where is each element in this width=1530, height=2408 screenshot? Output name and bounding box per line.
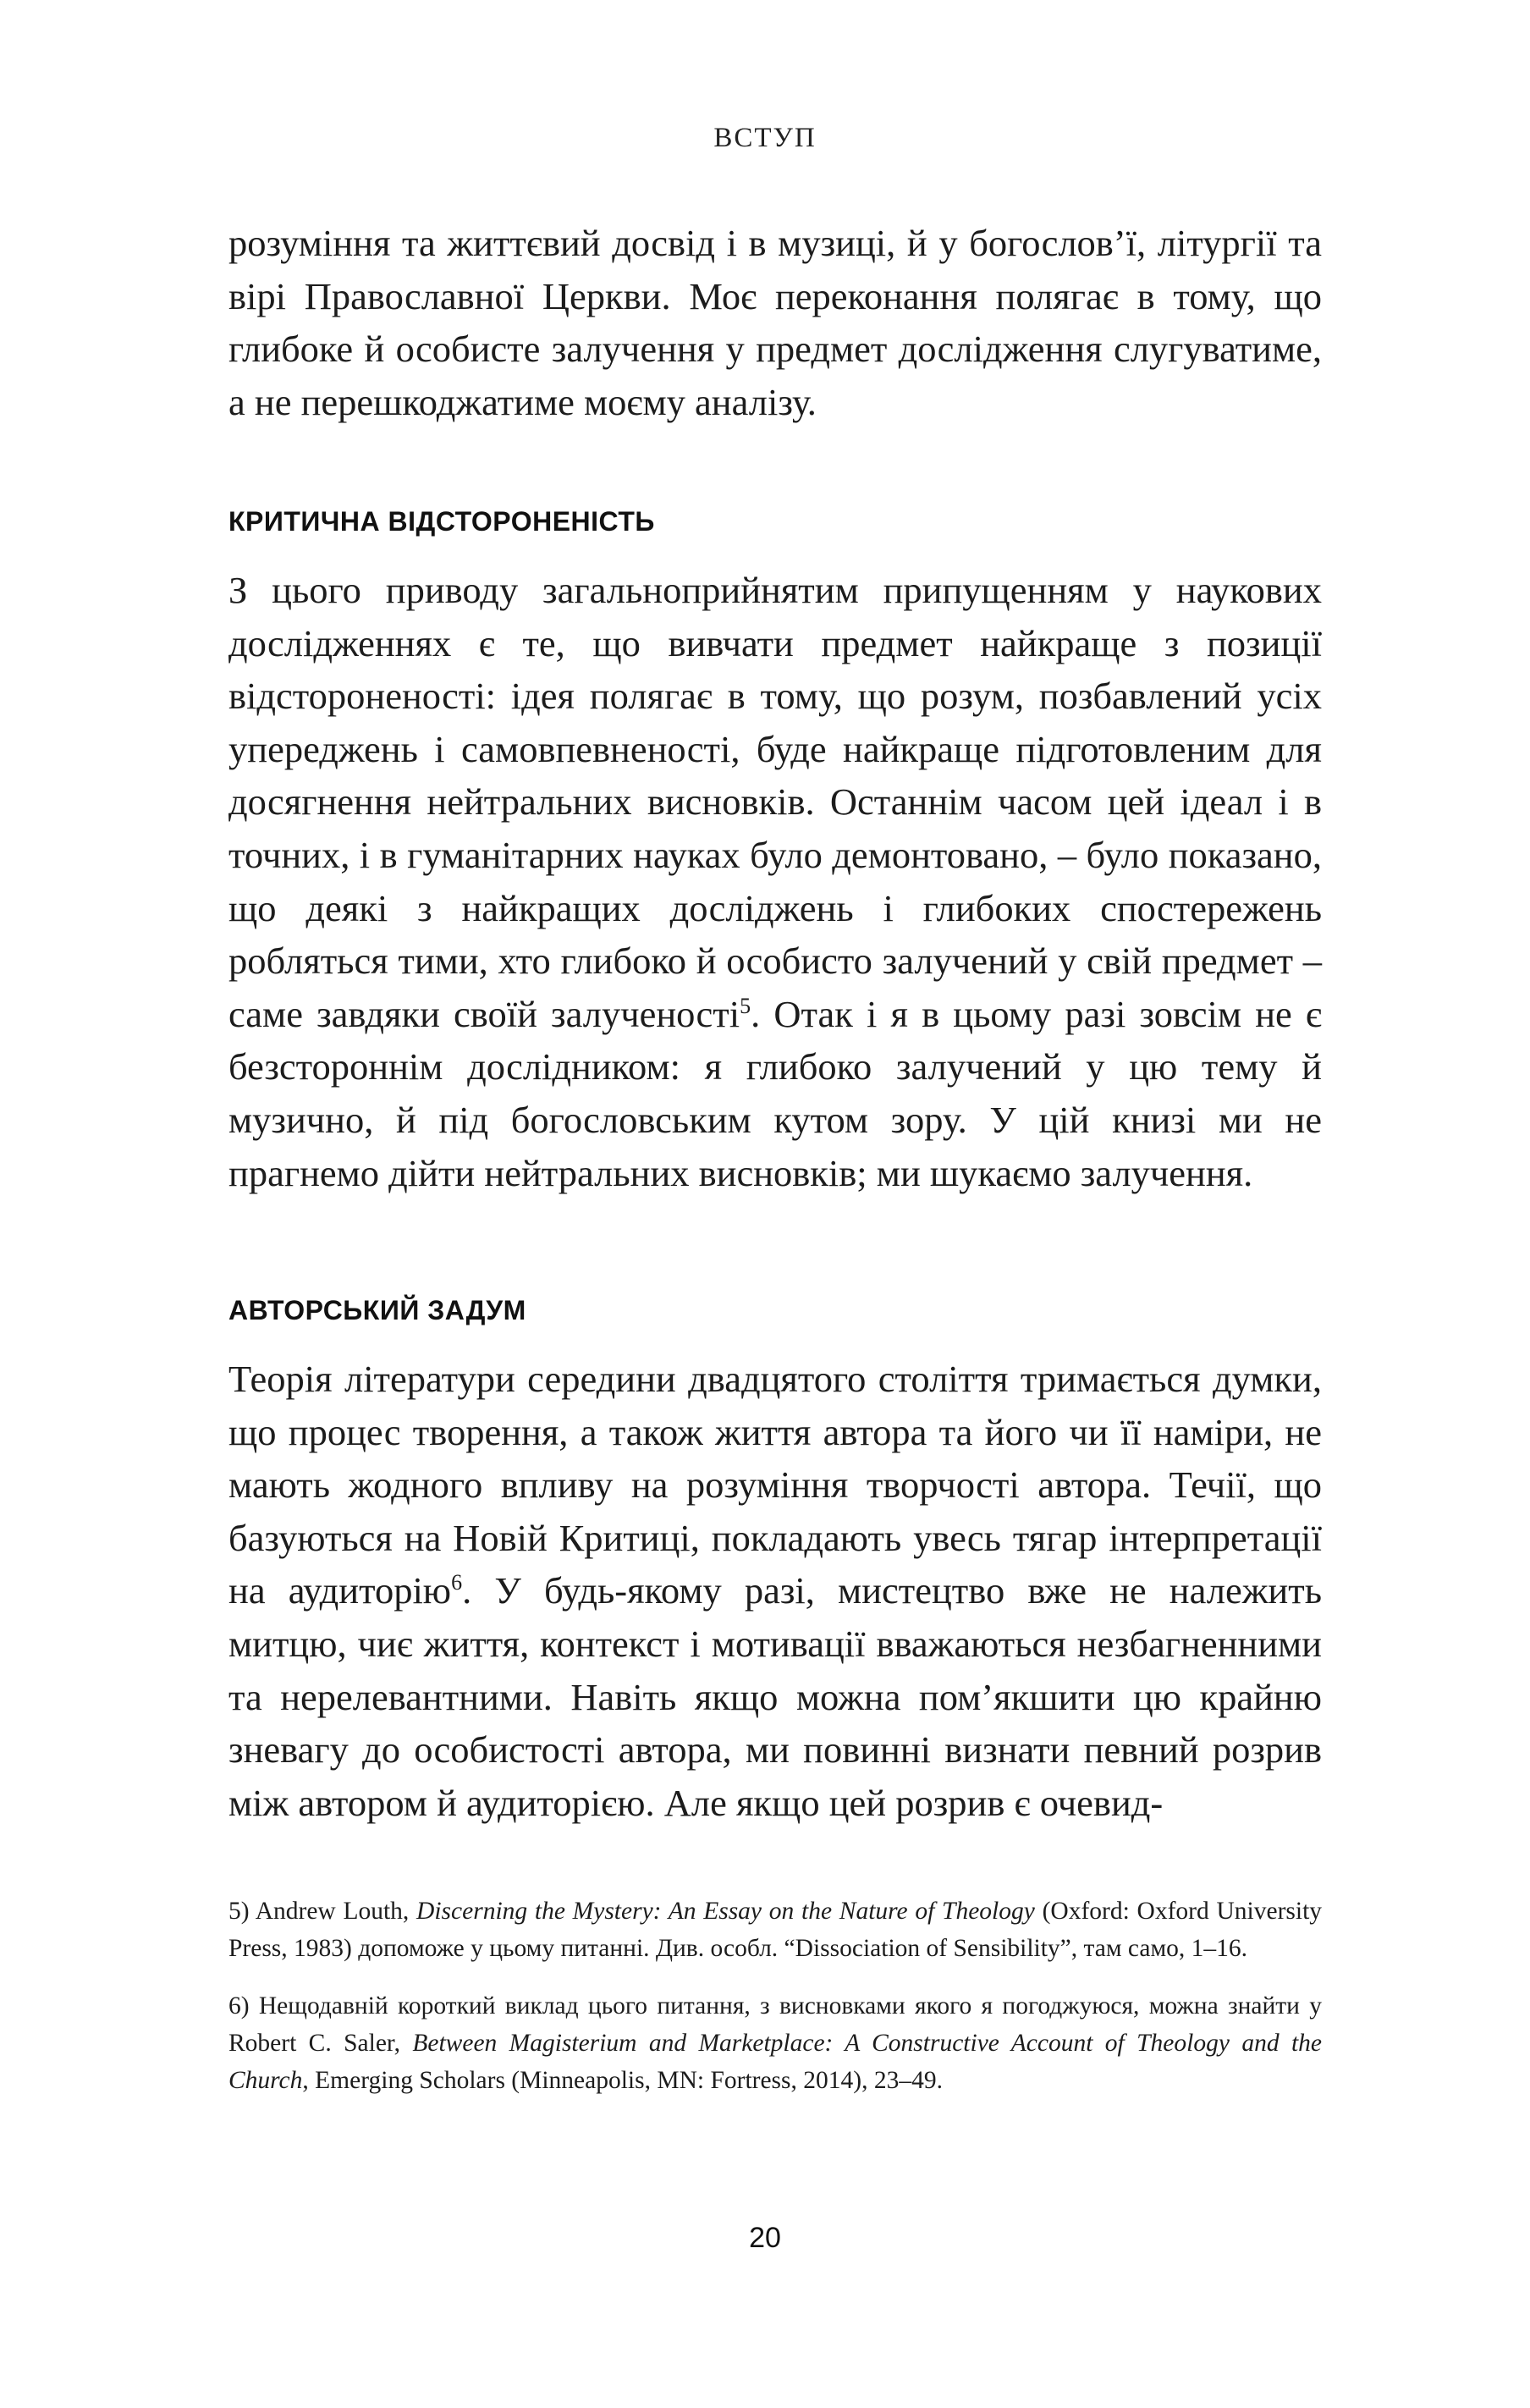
footnote-book-title: Discerning the Mystery: An Essay on the Nature of Theology — [416, 1898, 1035, 1925]
body-paragraph-intro — [228, 217, 1322, 428]
footnote-text: Нещодавній короткий виклад цього питання, з висновками якого я погоджуюся, можна знайти у Robert C. Saler, — [228, 1992, 1323, 2057]
footnote-number: 6) — [228, 1992, 250, 2020]
paragraph-text-part: . Отак і я в цьому разі зовсім не є безстороннім дослідником: я глибоко залучений у цю тему й музично, й під богословським кутом зору. У цій книзі ми не прагнемо дійти нейтральних висновків; ми шукаємо залучення. — [228, 992, 1322, 1194]
body-paragraph-critical-detachment — [228, 564, 1322, 1199]
section-heading-authorial-intent: АВТОРСЬКИЙ ЗАДУМ — [228, 1295, 526, 1325]
footnote-text: (Oxford: Oxford University Press, 1983) допоможе у цьому питанні. Див. особл. “Dissociation of Sensibility”, там само, 1–16. — [228, 1898, 1323, 1962]
footnote-book-title: Between Magisterium and Marketplace: A Constructive Account of Theology and the Church — [228, 2030, 1323, 2094]
page-number: 20 — [749, 2222, 781, 2254]
section-heading-critical-detachment: КРИТИЧНА ВІДСТОРОНЕНІСТЬ — [228, 506, 655, 537]
footnote-6 — [228, 1987, 1322, 2099]
paragraph-text — [228, 1353, 1322, 1829]
footnote-5 — [228, 1893, 1322, 1967]
paragraph-text-part: . У будь-якому разі, мистецтво вже не належить митцю, чиє життя, контекст і мотивації вважаються незбагненними та нерелевантними. Навіть якщо можна пом’якшити цю крайню зневагу до особистості автора, ми повинні визнати певний розрив між автором й аудиторією. Але якщо цей розрив є очевид- — [228, 1569, 1322, 1824]
paragraph-text-part: Теорія літератури середини двадцятого століття тримається думки, що процес творення, а також життя автора та його чи її наміри, не мають жодного впливу на розуміння творчості автора. Течії, що базуються на Новій Критиці, покладають увесь тягар інтерпретації на аудиторію — [228, 1358, 1322, 1612]
footnote-reference[interactable]: 6 — [451, 1570, 463, 1595]
running-head: ВСТУП — [713, 123, 817, 153]
footnote-author: Andrew Louth, — [255, 1898, 410, 1925]
footnote-text: , Emerging Scholars (Minneapolis, MN: Fortress, 2014), 23–49. — [302, 2067, 943, 2094]
footnote-number: 5) — [228, 1898, 250, 1925]
paragraph-text-part: З цього приводу загальноприйнятим припущенням у наукових дослідженнях є те, що вивчати предмет найкраще з позиції відстороненості: ідея полягає в тому, що розум, позбавлений усіх упереджень і самовпевненості, буде найкраще підготовленим для досягнення нейтральних висновків. Останнім часом цей ідеал і в точних, і в гуманітарних науках було демонтовано, – було показано, що деякі з найкращих досліджень і глибоких спостережень робляться тими, хто глибоко й особисто залучений у свій предмет – саме завдяки своїй залученості — [228, 569, 1322, 1035]
body-paragraph-authorial-intent — [228, 1353, 1322, 1829]
paragraph-text — [228, 564, 1322, 1199]
paragraph-text: розуміння та життєвий досвід і в музиці, й у богослов’ї, літургії та вірі Православної Церкви. Моє переконання полягає в тому, що глибоке й особисте залучення у предмет дослідження слугуватиме, а не перешкоджатиме моєму аналізу. — [228, 222, 1322, 423]
footnote-reference[interactable]: 5 — [740, 993, 751, 1018]
